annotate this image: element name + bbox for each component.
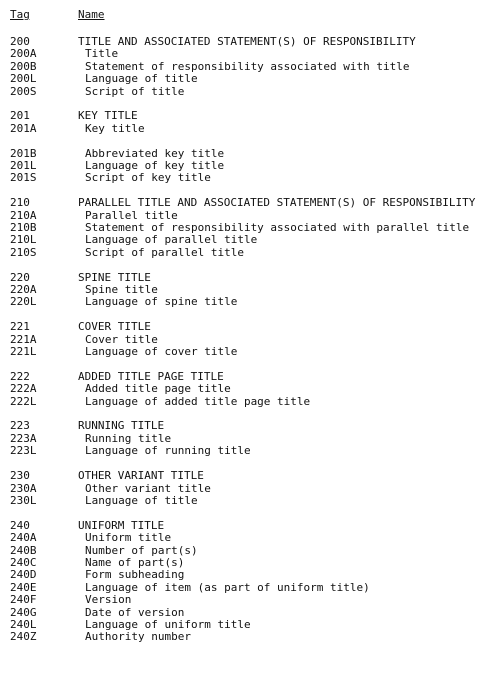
tag-code: 240B <box>10 543 37 557</box>
subfield-name: Language of uniform title <box>85 617 251 631</box>
subfield-name: Version <box>85 593 132 607</box>
subfield-name: Language of cover title <box>85 345 238 359</box>
subfield-row <box>10 545 490 557</box>
tag-code: 240A <box>10 531 37 545</box>
field-heading-name: COVER TITLE <box>78 320 151 334</box>
tag-group <box>10 520 490 644</box>
subfield-row <box>10 569 490 581</box>
subfield-row <box>10 483 490 495</box>
subfield-name: Authority number <box>85 630 191 644</box>
subfield-name: Language of parallel title <box>85 233 258 247</box>
tag-code: 223 <box>10 419 30 433</box>
tag-code: 240E <box>10 580 37 594</box>
subfield-name: Script of title <box>85 84 185 98</box>
field-heading-name: TITLE AND ASSOCIATED STATEMENT(S) OF RESPONSIBILITY <box>78 35 416 48</box>
field-heading-name: ADDED TITLE PAGE TITLE <box>78 369 224 383</box>
subfield-row <box>10 445 490 457</box>
tag-listing-page <box>10 8 490 656</box>
field-heading-name: RUNNING TITLE <box>78 419 165 433</box>
subfield-name: Language of added title page title <box>85 394 311 408</box>
subfield-name: Language of key title <box>85 159 225 173</box>
tag-code: 240L <box>10 617 37 631</box>
tag-code: 230A <box>10 481 37 495</box>
tag-code: 200L <box>10 72 37 86</box>
subfield-row <box>10 86 490 98</box>
tag-code: 240D <box>10 568 37 582</box>
field-heading-name: OTHER VARIANT TITLE <box>78 469 204 483</box>
subfield-row <box>10 284 490 296</box>
blank-line <box>10 135 490 147</box>
subfield-name: Added title page title <box>85 382 231 396</box>
subfield-row <box>10 582 490 594</box>
field-heading-row <box>10 520 490 532</box>
subfield-name: Number of part(s) <box>85 543 198 557</box>
field-heading-row <box>10 321 490 333</box>
subfield-name: Date of version <box>85 605 185 619</box>
tag-group <box>10 36 490 98</box>
field-heading-row <box>10 420 490 432</box>
field-heading-name: UNIFORM TITLE <box>78 518 165 532</box>
tag-code: 201L <box>10 159 37 173</box>
tag-group <box>10 321 490 358</box>
tag-code: 201A <box>10 121 37 135</box>
tag-group <box>10 197 490 259</box>
subfield-row <box>10 594 490 606</box>
subfield-name: Parallel title <box>85 208 178 222</box>
subfield-row <box>10 557 490 569</box>
subfield-name: Language of title <box>85 493 198 507</box>
tag-code: 210A <box>10 208 37 222</box>
subfield-row <box>10 160 490 172</box>
field-heading-name: PARALLEL TITLE AND ASSOCIATED STATEMENT(S) OF RESPONSIBILITY <box>78 196 476 210</box>
tag-code: 210L <box>10 233 37 247</box>
tag-code: 200A <box>10 47 37 61</box>
tag-group <box>10 272 490 309</box>
tag-group <box>10 470 490 507</box>
field-heading-row <box>10 272 490 284</box>
tag-code: 222L <box>10 394 37 408</box>
tag-code: 210 <box>10 196 30 210</box>
subfield-name: Script of parallel title <box>85 245 244 259</box>
subfield-row <box>10 61 490 73</box>
tag-code: 240Z <box>10 630 37 644</box>
tag-code: 230 <box>10 469 30 483</box>
tag-code: 201S <box>10 171 37 185</box>
tag-code: 221L <box>10 345 37 359</box>
subfield-row <box>10 396 490 408</box>
subfield-row <box>10 346 490 358</box>
subfield-name: Uniform title <box>85 531 172 545</box>
subfield-row <box>10 123 490 135</box>
column-header-row <box>10 8 490 22</box>
field-heading-row <box>10 110 490 122</box>
tag-code: 222A <box>10 382 37 396</box>
tag-code: 222 <box>10 369 30 383</box>
subfield-name: Form subheading <box>85 568 185 582</box>
subfield-name: Script of key title <box>85 171 211 185</box>
subfield-name: Language of spine title <box>85 295 238 309</box>
subfield-name: Key title <box>85 121 145 135</box>
tag-code: 223L <box>10 444 37 458</box>
field-heading-name: KEY TITLE <box>78 109 138 123</box>
subfield-row <box>10 172 490 184</box>
tag-code: 223A <box>10 431 37 445</box>
subfield-name: Spine title <box>85 283 158 297</box>
tag-group <box>10 420 490 457</box>
tag-code: 201B <box>10 146 37 160</box>
subfield-row <box>10 631 490 643</box>
tag-code: 220 <box>10 270 30 284</box>
subfield-name: Statement of responsibility associated with title <box>85 59 410 73</box>
subfield-name: Running title <box>85 431 172 445</box>
subfield-row <box>10 73 490 85</box>
subfield-row <box>10 619 490 631</box>
tag-code: 210S <box>10 245 37 259</box>
subfield-name: Other variant title <box>85 481 211 495</box>
field-heading-row <box>10 371 490 383</box>
tag-groups <box>10 36 490 644</box>
field-heading-row <box>10 197 490 209</box>
subfield-row <box>10 383 490 395</box>
tag-code: 200B <box>10 59 37 73</box>
tag-code: 210B <box>10 221 37 235</box>
tag-code: 201 <box>10 109 30 123</box>
tag-code: 221A <box>10 332 37 346</box>
tag-code: 200S <box>10 84 37 98</box>
tag-code: 220A <box>10 283 37 297</box>
subfield-name: Language of item (as part of uniform title) <box>85 580 370 594</box>
subfield-row <box>10 334 490 346</box>
field-heading-row <box>10 36 490 48</box>
subfield-name: Cover title <box>85 332 158 346</box>
subfield-row <box>10 532 490 544</box>
tag-code: 240F <box>10 593 37 607</box>
tag-code: 220L <box>10 295 37 309</box>
tag-column-header: Tag <box>10 8 30 21</box>
subfield-name: Abbreviated key title <box>85 146 225 160</box>
subfield-name: Name of part(s) <box>85 555 185 569</box>
tag-group <box>10 110 490 184</box>
tag-code: 230L <box>10 493 37 507</box>
name-column-header: Name <box>78 8 105 21</box>
subfield-row <box>10 148 490 160</box>
subfield-row <box>10 296 490 308</box>
tag-code: 240C <box>10 555 37 569</box>
field-heading-name: SPINE TITLE <box>78 270 151 284</box>
subfield-name: Statement of responsibility associated with parallel title <box>85 221 470 235</box>
subfield-row <box>10 234 490 246</box>
tag-code: 200 <box>10 35 30 48</box>
subfield-row <box>10 495 490 507</box>
subfield-name: Language of title <box>85 72 198 86</box>
tag-code: 240G <box>10 605 37 619</box>
tag-code: 221 <box>10 320 30 334</box>
tag-group <box>10 371 490 408</box>
subfield-name: Language of running title <box>85 444 251 458</box>
subfield-row <box>10 247 490 259</box>
field-heading-row <box>10 470 490 482</box>
subfield-row <box>10 48 490 60</box>
subfield-name: Title <box>85 47 119 61</box>
tag-code: 240 <box>10 518 30 532</box>
